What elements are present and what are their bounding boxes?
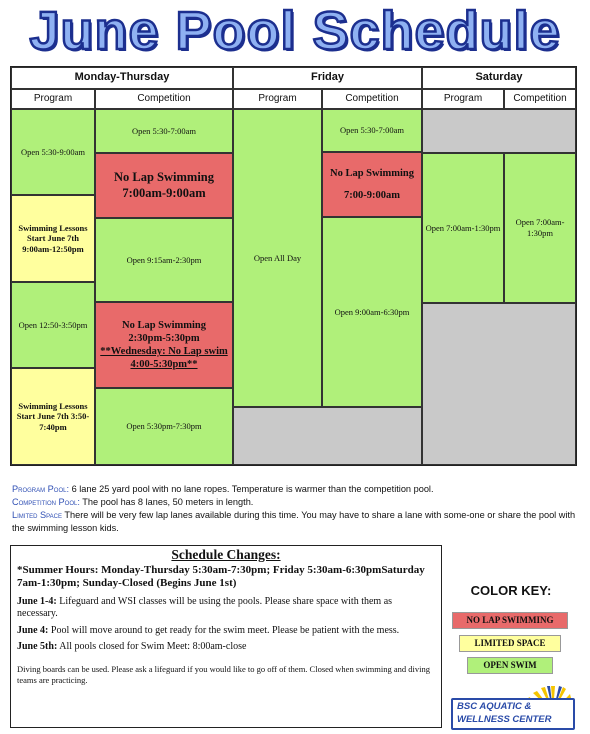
no-lap-label: No Lap Swimming	[113, 169, 215, 184]
schedule-cell-open: Open 5:30pm-7:30pm	[95, 388, 233, 465]
pool-notes	[12, 483, 582, 535]
summer-hours: *Summer Hours: Monday-Thursday 5:30am-7:30pm; Friday 5:30am-6:30pmSaturday 7am-1:30pm; Sunday-Closed (Begins June 1st)	[17, 563, 425, 589]
schedule-cell-limited: Swimming Lessons Start June 7th 9:00am-12:50pm	[11, 195, 95, 282]
change-item: June 1-4: Lifeguard and WSI classes will be using the pools. Please share space with them as necessary.	[17, 595, 393, 619]
col-header-competition: Competition	[322, 89, 422, 109]
schedule-cell-open: Open 7:00am-1:30pm	[504, 153, 576, 303]
schedule-grid	[10, 66, 577, 466]
schedule-cell-open: Open All Day	[233, 109, 322, 407]
no-lap-time: 2:30pm-5:30pm	[128, 332, 200, 344]
schedule-cell-closed	[422, 303, 576, 465]
col-header-competition: Competition	[95, 89, 233, 109]
schedule-cell-closed	[422, 109, 576, 153]
schedule-cell-no-lap	[322, 152, 422, 217]
change-item: June 5th: All pools closed for Swim Meet: 8:00am-close	[17, 641, 247, 652]
no-lap-label: No Lap Swimming	[121, 319, 206, 331]
no-lap-time: 7:00-9:00am	[344, 189, 400, 201]
page-title: June Pool Schedule	[29, 1, 561, 61]
program-pool-note: Program Pool: 6 lane 25 yard pool with no lane ropes. Temperature is warmer than the competition pool.	[12, 484, 434, 494]
schedule-cell-open: Open 9:15am-2:30pm	[95, 218, 233, 302]
change-item: June 4: Pool will move around to get ready for the swim meet. Please be patient with the mess.	[17, 624, 400, 636]
schedule-cell-no-lap	[95, 302, 233, 388]
key-open: OPEN SWIM	[467, 657, 553, 674]
logo-text: BSC AQUATIC & WELLNESS CENTER	[451, 698, 575, 730]
key-no-lap: NO LAP SWIMMING	[452, 612, 568, 629]
schedule-cell-open: Open 12:50-3:50pm	[11, 282, 95, 368]
no-lap-time: 7:00am-9:00am	[122, 185, 206, 200]
col-header-program: Program	[233, 89, 322, 109]
competition-pool-note: Competition Pool: The pool has 8 lanes, 50 meters in length.	[12, 497, 254, 507]
schedule-cell-open: Open 5:30-7:00am	[95, 109, 233, 153]
diving-board-note: Diving boards can be used. Please ask a lifeguard if you would like to go off of them. Closed when swimming and diving teams are practicing.	[17, 663, 430, 685]
day-header-friday: Friday	[233, 67, 422, 89]
wednesday-note: **Wednesday: No Lap swim 4:00-5:30pm**	[100, 346, 228, 371]
schedule-changes-box	[10, 545, 442, 728]
schedule-cell-open: Open 5:30-7:00am	[322, 109, 422, 152]
col-header-competition: Competition	[504, 89, 576, 109]
limited-space-note: Limited Space There will be very few lap lanes available during this time. You may have to share a lane with some-one or share the pool with the swimming lesson kids.	[12, 510, 576, 533]
schedule-cell-open: Open 5:30-9:00am	[11, 109, 95, 195]
color-key-title: COLOR KEY:	[470, 583, 552, 598]
day-header-saturday: Saturday	[422, 67, 576, 89]
bsc-logo	[451, 684, 575, 730]
key-limited: LIMITED SPACE	[459, 635, 561, 652]
no-lap-label: No Lap Swimming	[329, 168, 414, 180]
schedule-cell-limited: Swimming Lessons Start June 7th 3:50-7:40pm	[11, 368, 95, 465]
col-header-program: Program	[422, 89, 504, 109]
schedule-cell-open: Open 9:00am-6:30pm	[322, 217, 422, 407]
col-header-program: Program	[11, 89, 95, 109]
schedule-cell-no-lap	[95, 153, 233, 218]
schedule-cell-open: Open 7:00am-1:30pm	[422, 153, 504, 303]
day-header-mon-thu: Monday-Thursday	[11, 67, 233, 89]
schedule-changes-title: Schedule Changes:	[171, 547, 281, 562]
schedule-cell-closed	[233, 407, 422, 465]
